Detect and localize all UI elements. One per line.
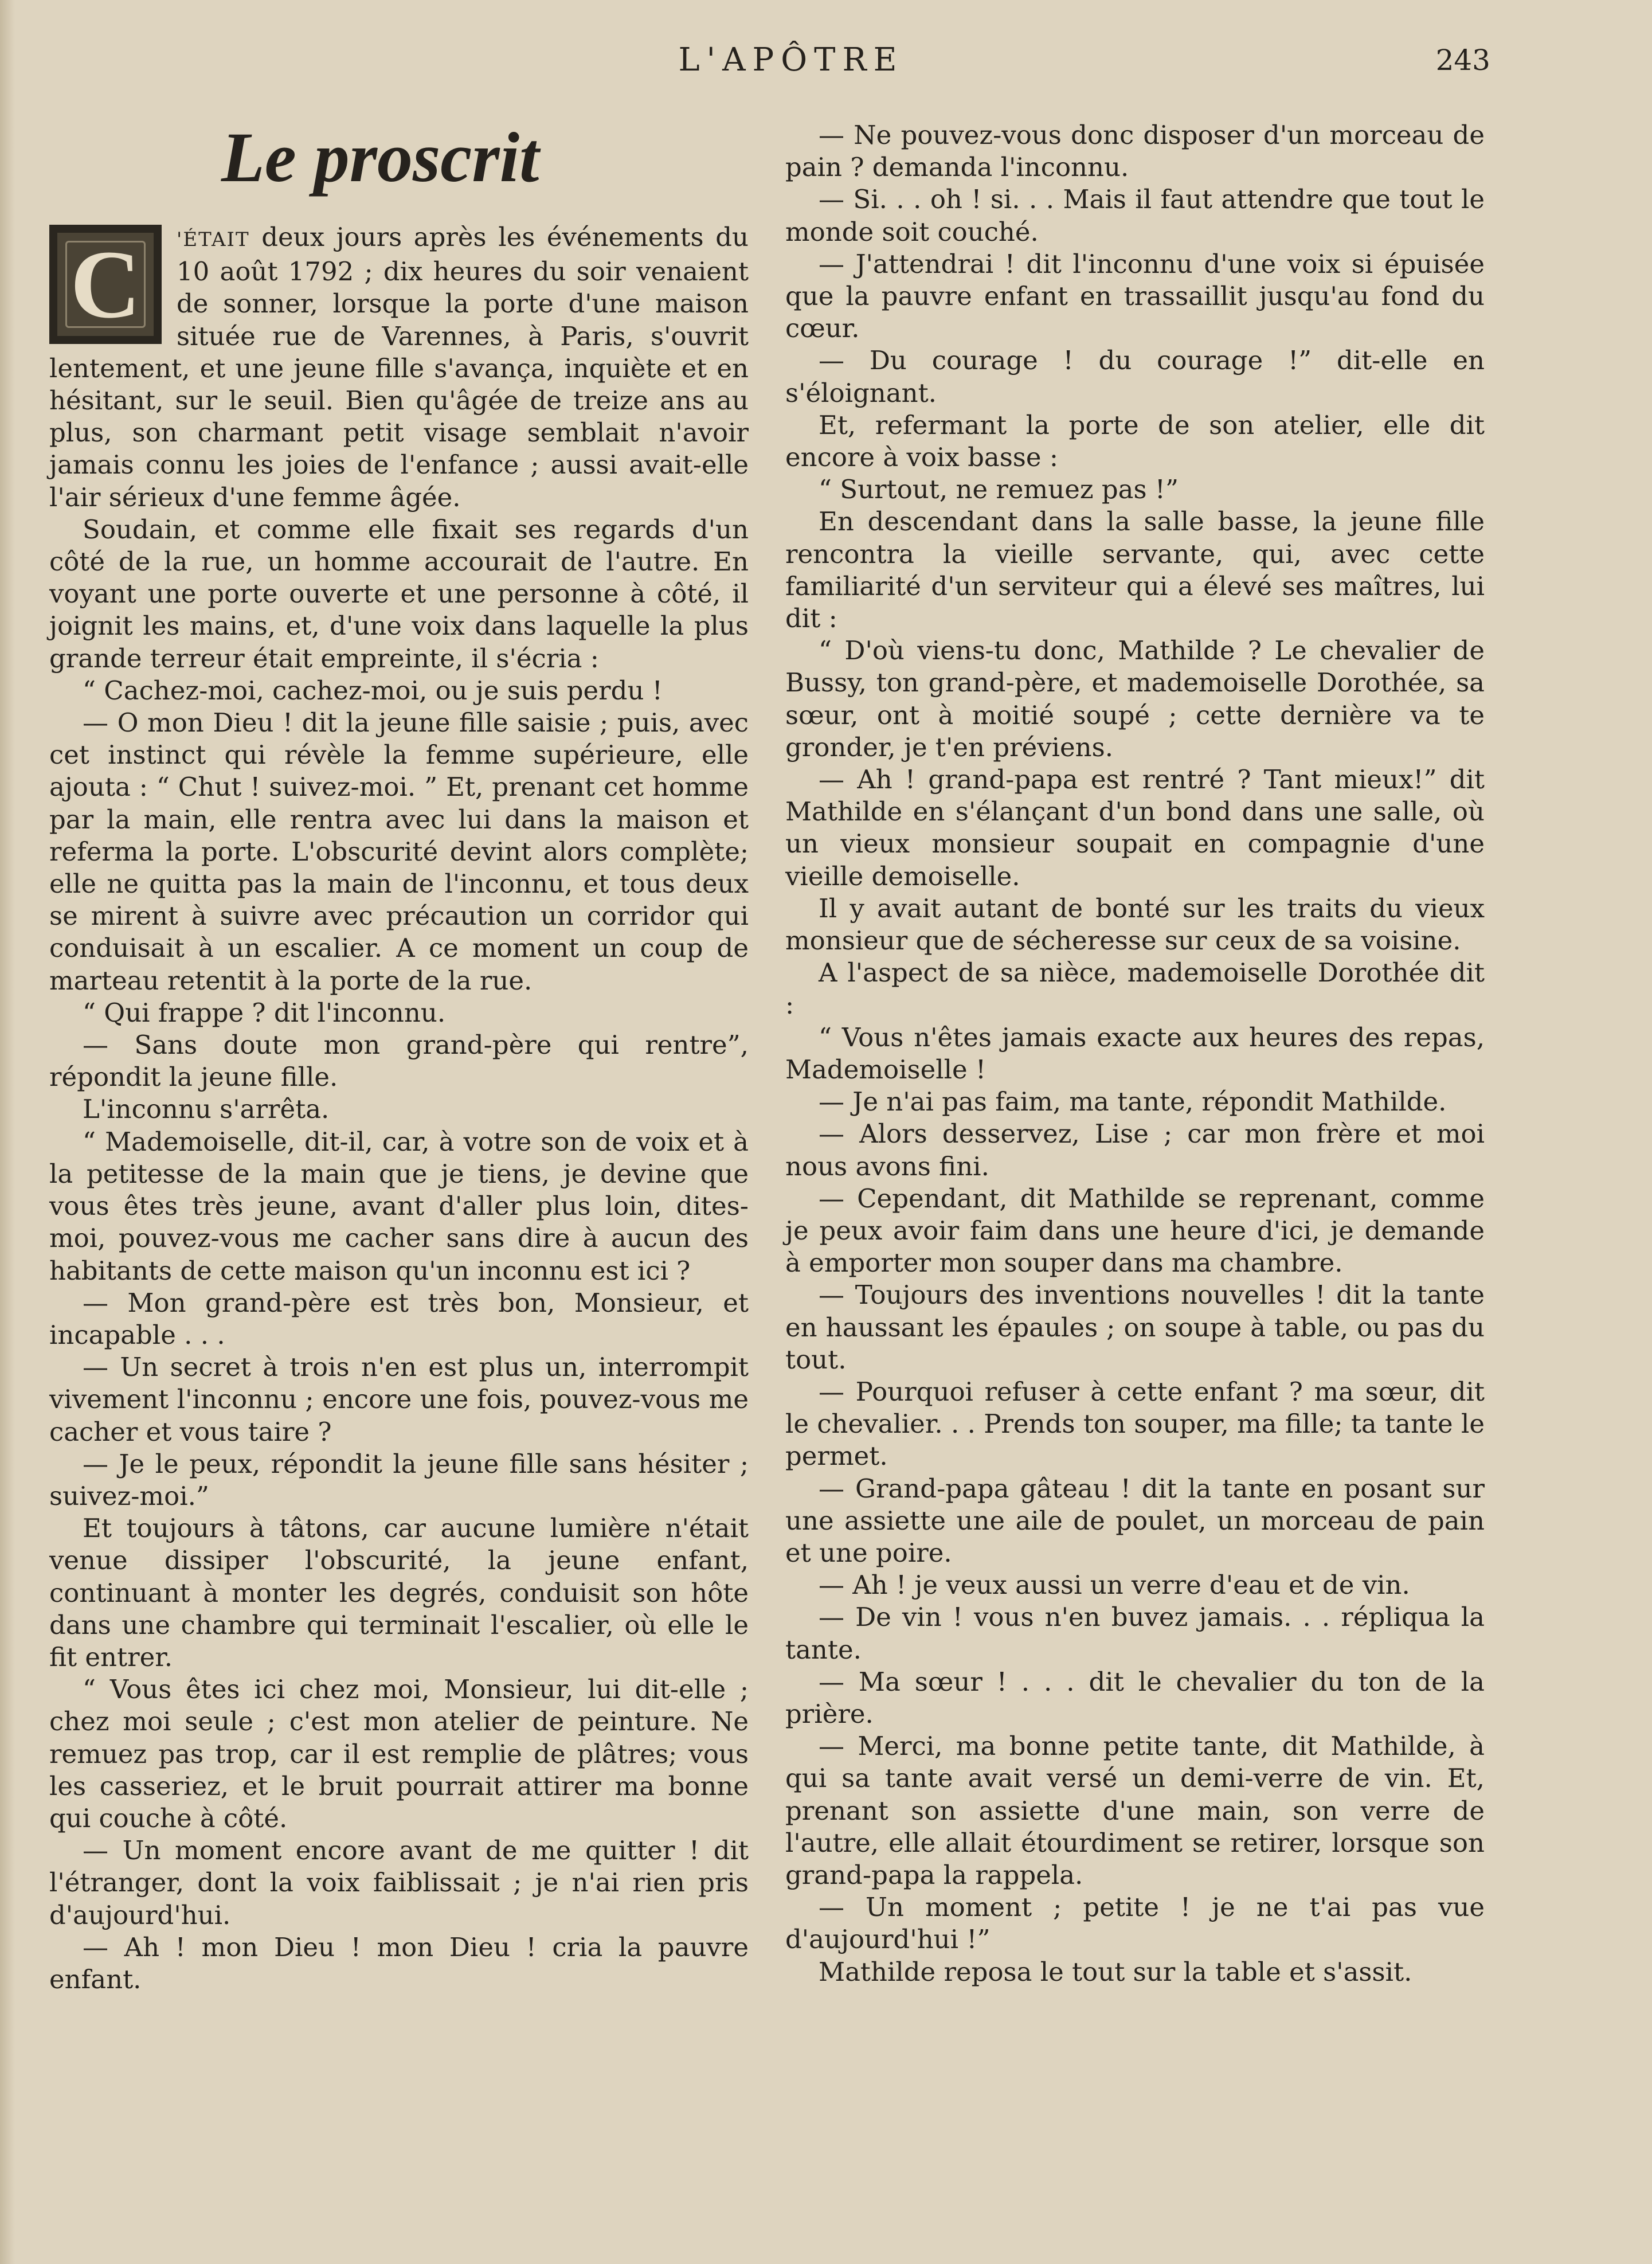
paragraph: Et toujours à tâtons, car aucune lumière n'était venue dissiper l'obscurité, la jeune enfant, continuant à monter les degrés, conduisit son hôte dans une chambre qui terminait l'escalier, où elle le fit entrer. <box>49 1513 749 1672</box>
paragraph: — J'attendrai ! dit l'inconnu d'une voix si épuisée que la pauvre enfant en trassaillit jusqu'au fond du cœur. <box>785 248 1485 344</box>
paragraph: — Un moment encore avant de me quitter ! dit l'étranger, dont la voix faiblissait ; je n'ai rien pris d'aujourd'hui. <box>49 1835 749 1930</box>
paragraph: — Ah ! grand-papa est rentré ? Tant mieux!” dit Mathilde en s'élançant d'un bond dans une salle, où un vieux monsieur soupait en compagnie d'une vieille demoiselle. <box>785 764 1485 891</box>
paragraph: — Du courage ! du courage !” dit-elle en s'éloignant. <box>785 345 1485 408</box>
running-header <box>0 34 1652 86</box>
paragraph: — Pourquoi refuser à cette enfant ? ma sœur, dit le chevalier. . . Prends ton souper, ma fille; ta tante le permet. <box>785 1376 1485 1472</box>
paragraph: — Je le peux, répondit la jeune fille sans hésiter ; suivez-moi.” <box>49 1448 749 1511</box>
paragraph: “ Cachez-moi, cachez-moi, ou je suis perdu ! <box>83 675 663 706</box>
page-number: 243 <box>1435 44 1490 77</box>
left-column <box>49 115 749 1996</box>
paragraph: A l'aspect de sa nièce, mademoiselle Dorothée dit : <box>785 957 1485 1020</box>
paragraph: “ Vous n'êtes jamais exacte aux heures des repas, Mademoiselle ! <box>785 1022 1485 1085</box>
paragraph: Il y avait autant de bonté sur les traits du vieux monsieur que de sécheresse sur ceux de sa voisine. <box>785 893 1485 956</box>
paragraph: Mathilde reposa le tout sur la table et s'assit. <box>819 1956 1412 1987</box>
paragraph: — Je n'ai pas faim, ma tante, répondit Mathilde. <box>819 1086 1447 1117</box>
paragraph: — Ma sœur ! . . . dit le chevalier du ton de la prière. <box>785 1666 1485 1729</box>
paragraph: — Merci, ma bonne petite tante, dit Mathilde, à qui sa tante avait versé un demi-verre de vin. Et, prenant son assiette d'une main, son verre de l'autre, elle allait étourdiment se retirer, lorsque son grand-papa la rappela. <box>785 1731 1485 1890</box>
drop-cap-frame <box>57 230 154 338</box>
paragraph: — Un moment ; petite ! je ne t'ai pas vue d'aujourd'hui !” <box>785 1892 1485 1955</box>
first-paragraph <box>49 221 749 514</box>
paragraph: “ D'où viens-tu donc, Mathilde ? Le chevalier de Bussy, ton grand-père, et mademoiselle Dorothée, sa sœur, ont à moitié soupé ; cette dernière va te gronder, je t'en préviens. <box>785 635 1485 763</box>
paragraph: “ Vous êtes ici chez moi, Monsieur, lui dit-elle ; chez moi seule ; c'est mon atelier de peinture. Ne remuez pas trop, car il est remplie de plâtres; vous les casseriez, et le bruit pourrait attirer ma bonne qui couche à côté. <box>49 1674 749 1833</box>
paragraph: Et, refermant la porte de son atelier, elle dit encore à voix basse : <box>785 409 1485 473</box>
drop-cap-letter: C <box>70 230 141 338</box>
paragraph: “ Surtout, ne remuez pas !” <box>819 474 1179 505</box>
paragraph: — De vin ! vous n'en buvez jamais. . . répliqua la tante. <box>785 1602 1485 1665</box>
paragraph-text: deux jours après les événements du 10 août 1792 ; dix heures du soir venaient de sonner, lorsque la porte d'une maison située rue de Varennes, à Paris, s'ouvrit lentement, et une jeune fille s'avança, inquiète et en hésitant, sur le seuil. Bien qu'âgée de treize ans au plus, son charmant petit visage semblait n'avoir jamais connu les joies de l'enfance ; aussi avait-elle l'air sérieux d'une femme âgée. <box>49 222 749 513</box>
paragraph: — Toujours des inventions nouvelles ! dit la tante en haussant les épaules ; on soupe à table, ou pas du tout. <box>785 1280 1485 1375</box>
paragraph: — O mon Dieu ! dit la jeune fille saisie ; puis, avec cet instinct qui révèle la femme supérieure, elle ajouta : “ Chut ! suivez-moi. ” Et, prenant cet homme par la main, elle rentra avec lui dans la maison et referma la porte. L'obscurité devint alors complète; elle ne quitta pas la main de l'inconnu, et tous deux se mirent à suivre avec précaution un corridor qui conduisait à un escalier. A ce moment un coup de marteau retentit à la porte de la rue. <box>49 707 749 996</box>
paragraph: — Si. . . oh ! si. . . Mais il faut attendre que tout le monde soit couché. <box>785 184 1485 247</box>
paragraph: — Mon grand-père est très bon, Monsieur, et incapable . . . <box>49 1287 749 1350</box>
article-title: Le proscrit <box>221 118 539 197</box>
right-column <box>785 119 1485 1988</box>
paragraph: — Ah ! je veux aussi un verre d'eau et de vin. <box>819 1570 1410 1601</box>
paragraph: — Ne pouvez-vous donc disposer d'un morceau de pain ? demanda l'inconnu. <box>785 120 1485 183</box>
paragraph: — Sans doute mon grand-père qui rentre”, répondit la jeune fille. <box>49 1030 749 1093</box>
paragraph: — Un secret à trois n'en est plus un, interrompit vivement l'inconnu ; encore une fois, pouvez-vous me cacher et vous taire ? <box>49 1352 749 1447</box>
paragraph: — Ah ! mon Dieu ! mon Dieu ! cria la pauvre enfant. <box>49 1931 749 1995</box>
first-word-small-caps: 'ÉTAIT <box>177 228 250 251</box>
running-title: L'APÔTRE <box>678 41 904 79</box>
paragraph: — Grand-papa gâteau ! dit la tante en posant sur une assiette une aile de poulet, un morceau de pain et une poire. <box>785 1473 1485 1568</box>
paragraph: En descendant dans la salle basse, la jeune fille rencontra la vieille servante, qui, avec cette familiarité d'un serviteur qui a élevé ses maîtres, lui dit : <box>785 506 1485 634</box>
paragraph: — Alors desservez, Lise ; car mon frère et moi nous avons fini. <box>785 1119 1485 1182</box>
page-edge <box>0 0 15 2264</box>
paragraph: Soudain, et comme elle fixait ses regards d'un côté de la rue, un homme accourait de l'autre. En voyant une porte ouverte et une personne à côté, il joignit les mains, et, d'une voix dans laquelle la plus grande terreur était empreinte, il s'écria : <box>49 514 749 674</box>
paragraph: “ Mademoiselle, dit-il, car, à votre son de voix et à la petitesse de la main que je tiens, je devine que vous êtes très jeune, avant d'aller plus loin, dites-moi, pouvez-vous me cacher sans dire à aucun des habitants de cette maison qu'un inconnu est ici ? <box>49 1126 749 1286</box>
paragraph: — Cependant, dit Mathilde se reprenant, comme je peux avoir faim dans une heure d'ici, je demande à emporter mon souper dans ma chambre. <box>785 1183 1485 1278</box>
ornamental-drop-cap <box>49 225 162 344</box>
paragraph: L'inconnu s'arrêta. <box>83 1094 330 1125</box>
paragraph: “ Qui frappe ? dit l'inconnu. <box>83 997 446 1028</box>
